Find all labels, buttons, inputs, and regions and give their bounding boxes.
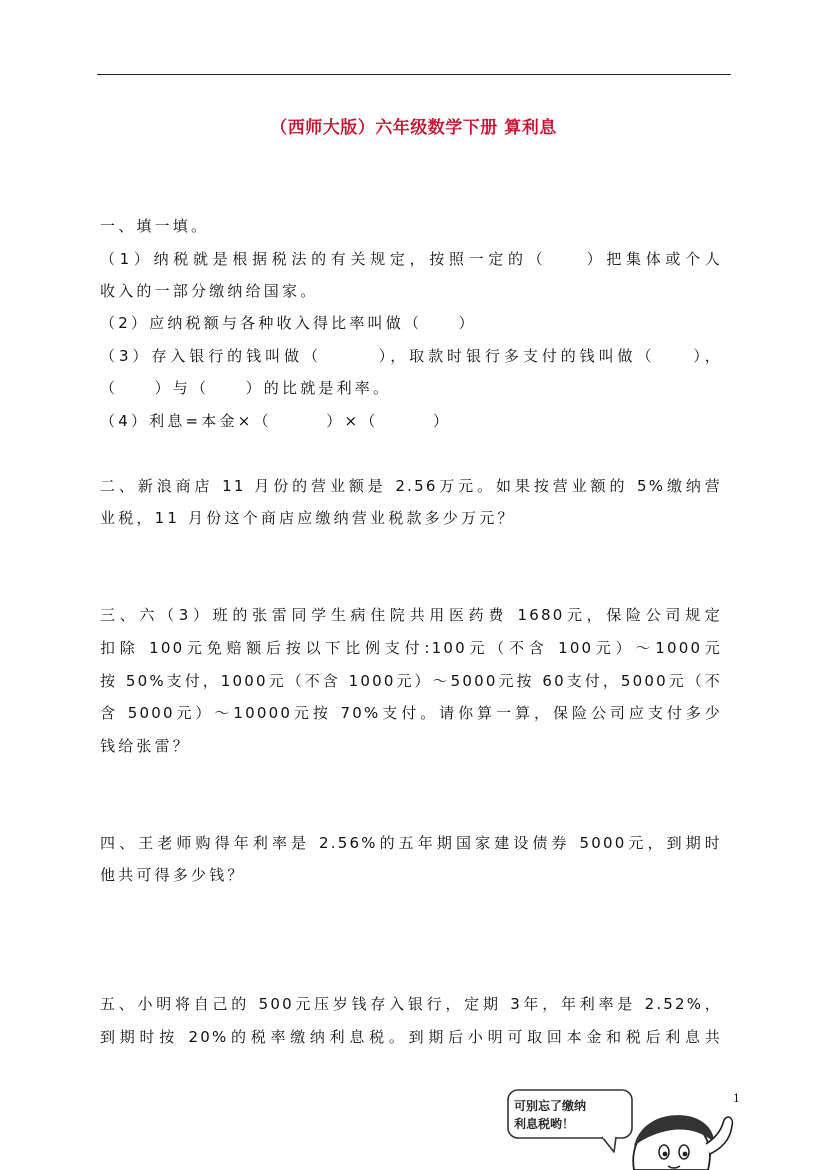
section3-line1: 三、六（3）班的张雷同学生病住院共用医药费 1680元，保险公司规定	[100, 606, 722, 624]
section4-line2: 他共可得多少钱？	[100, 866, 246, 884]
page-number: 1	[733, 1092, 740, 1105]
header-rule	[97, 74, 731, 75]
section3-line5: 钱给张雷？	[100, 737, 192, 755]
cartoon-illustration	[492, 1082, 742, 1170]
section2-line2: 业税，11 月份这个商店应缴纳营业税款多少万元？	[100, 509, 516, 527]
bubble-text-line2: 利息税哟！	[514, 1117, 575, 1131]
q1-line1: （1）纳税就是根据税法的有关规定，按照一定的（ ）把集体或个人	[100, 250, 722, 268]
q2: （2）应纳税额与各种收入得比率叫做（ ）	[100, 314, 477, 332]
section5-line2: 到期时按 20%的税率缴纳利息税。到期后小明可取回本金和税后利息共	[100, 1028, 722, 1046]
q3-line1: （3）存入银行的钱叫做（ ），取款时银行多支付的钱叫做（ ），	[100, 347, 722, 365]
section1-heading: 一、填一填。	[100, 217, 210, 235]
section2-line1: 二、新浪商店 11 月份的营业额是 2.56万元。如果按营业额的 5%缴纳营	[100, 477, 722, 495]
bubble-text-line1: 可别忘了缴纳	[514, 1099, 587, 1113]
section3-line3: 按 50%支付，1000元（不含 1000元）～5000元按 60支付，5000元（不	[100, 672, 722, 690]
section3-line4: 含 5000元）～10000元按 70%支付。请你算一算，保险公司应支付多少	[100, 704, 722, 722]
section4-line1: 四、王老师购得年利率是 2.56%的五年期国家建设债券 5000元，到期时	[100, 834, 722, 852]
speech-bubble	[508, 1090, 632, 1152]
page-title: （西师大版）六年级数学下册 算利息	[270, 118, 557, 138]
q4: （4）利息=本金×（ ）×（ ）	[100, 412, 452, 430]
boy-figure-icon	[633, 1115, 732, 1170]
section3-line2: 扣除 100元免赔额后按以下比例支付:100元（不含 100元）～1000元	[100, 639, 722, 657]
q3-line2: （ ）与（ ）的比就是利率。	[100, 379, 392, 397]
q1-line2: 收入的一部分缴纳给国家。	[100, 282, 319, 300]
section5-line1: 五、小明将自己的 500元压岁钱存入银行，定期 3年，年利率是 2.52%，	[100, 995, 722, 1013]
